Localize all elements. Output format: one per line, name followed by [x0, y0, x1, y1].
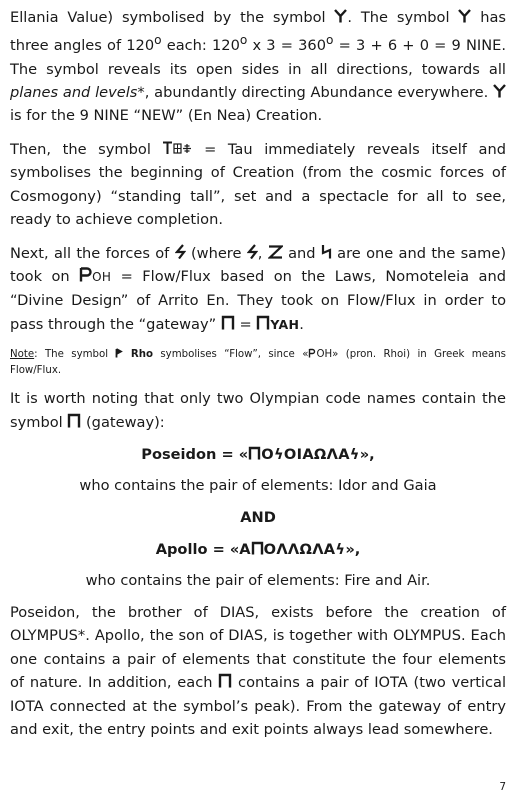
paragraph-5: Poseidon, the brother of DIAS, exists before the creation of OLYMPUS*. Apollo, the son of DIAS, is together with OLYMPUS. Each one contains a pair of elements that constitute the four elements of nature. In addition, each contains a pair of IOTA (two vertical IOTA connected at the symbol’s peak). From the gateway of entry and exit, the entry points and exit points always lead somewhere. [10, 603, 507, 738]
poseidon-code-name: Poseidon = « OϟΟIAΩɅAϟ», [141, 445, 375, 463]
page-number: 7 [499, 781, 506, 793]
upsilon-symbol-icon [458, 9, 471, 23]
paragraph-4: It is worth noting that only two Olympian code names contain the symbol (gateway): [10, 390, 506, 431]
page-body [10, 6, 506, 741]
footnote: Note: The symbol Rho symbolises “Flow”, since « OH» (pron. Rhoi) in Greek means Flow/Flux. [10, 349, 506, 377]
upsilon-symbol-icon [334, 9, 347, 23]
upsilon-symbol-icon [493, 84, 506, 98]
paragraph-1: Ellania Value) symbolised by the symbol . The symbol has three angles of 120$^o$ each: 120$^o$ x $3 = 360^o = 3 + 6 + 0 = 9$ NINE. The symbol reveals its open sides in all directions, towards all planes and levels*, abundantly directing Abundance everywhere. is for the 9 NINE “NEW” (En Nea) Creation. [10, 9, 506, 125]
apollo-code-name: Apollo = «A OΛΛΩɅAϟ», [155, 540, 361, 558]
gateway-symbol-icon [218, 673, 232, 688]
paragraph-2: Then, the symbol = Tau immediately reveals itself and symbolises the beginning of Creation (from the cosmic forces of Cosmogony) “standing tall”, set and a spectacle for all to see, ready to achieve completion. [10, 140, 506, 229]
gateway-symbol-icon [248, 446, 261, 460]
zeta-symbol-icon [268, 245, 283, 259]
apollo-elements: who contains the pair of elements: Fire and Air. [85, 571, 431, 589]
code-names-block [10, 443, 506, 592]
gateway-symbol-icon [221, 315, 235, 330]
tau-symbol-icon [162, 141, 192, 155]
heta-symbol-icon [321, 244, 332, 259]
gateway-symbol-icon [251, 541, 264, 555]
rho-symbol-icon [79, 267, 92, 282]
zeta-archaic-symbol-icon [175, 244, 186, 259]
and-separator: AND [240, 508, 276, 526]
zeta-archaic-symbol-icon [247, 244, 258, 259]
paragraph-3: Next, all the forces of (where , and are one and the same) took on OH = Flow/Flux based on the Laws, Nomoteleia and “Divine Design” of Arrito En. They took on Flow/Flux in order to pass through the “gateway” = YAH. [10, 244, 507, 333]
poseidon-elements: who contains the pair of elements: Idor and Gaia [79, 476, 437, 494]
gateway-symbol-icon [256, 315, 270, 330]
rho-symbol-icon [115, 348, 123, 358]
gateway-symbol-icon [67, 413, 81, 428]
